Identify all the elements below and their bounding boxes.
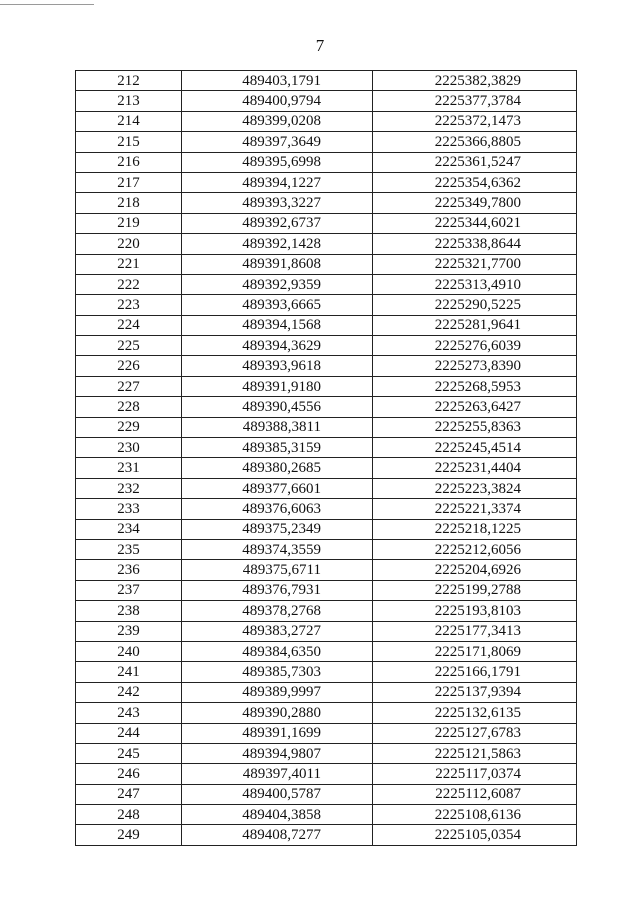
y-coordinate-cell: 2225321,7700 [373,254,577,274]
point-number-cell: 220 [76,234,182,254]
x-coordinate-cell: 489385,7303 [182,662,373,682]
y-coordinate-cell: 2225377,3784 [373,91,577,111]
y-coordinate-cell: 2225218,1225 [373,519,577,539]
table-row [76,662,577,682]
x-coordinate-cell: 489397,4011 [182,764,373,784]
point-number-cell: 223 [76,295,182,315]
x-coordinate-cell: 489391,9180 [182,376,373,396]
table-row [76,254,577,274]
y-coordinate-cell: 2225127,6783 [373,723,577,743]
point-number-cell: 219 [76,213,182,233]
y-coordinate-cell: 2225199,2788 [373,580,577,600]
x-coordinate-cell: 489377,6601 [182,478,373,498]
point-number-cell: 236 [76,560,182,580]
point-number-cell: 221 [76,254,182,274]
x-coordinate-cell: 489403,1791 [182,71,373,91]
point-number-cell: 231 [76,458,182,478]
table-row [76,234,577,254]
table-row [76,71,577,91]
y-coordinate-cell: 2225177,3413 [373,621,577,641]
table-row [76,784,577,804]
table-row [76,580,577,600]
y-coordinate-cell: 2225193,8103 [373,601,577,621]
y-coordinate-cell: 2225290,5225 [373,295,577,315]
point-number-cell: 233 [76,499,182,519]
point-number-cell: 215 [76,132,182,152]
y-coordinate-cell: 2225108,6136 [373,805,577,825]
table-row [76,458,577,478]
table-row [76,274,577,294]
table-row [76,539,577,559]
table-row [76,111,577,131]
y-coordinate-cell: 2225231,4404 [373,458,577,478]
table-row [76,641,577,661]
table-row [76,91,577,111]
y-coordinate-cell: 2225245,4514 [373,438,577,458]
x-coordinate-cell: 489393,6665 [182,295,373,315]
x-coordinate-cell: 489392,9359 [182,274,373,294]
point-number-cell: 222 [76,274,182,294]
x-coordinate-cell: 489393,3227 [182,193,373,213]
x-coordinate-cell: 489375,6711 [182,560,373,580]
x-coordinate-cell: 489399,0208 [182,111,373,131]
point-number-cell: 245 [76,743,182,763]
table-row [76,805,577,825]
x-coordinate-cell: 489390,2880 [182,703,373,723]
table-row [76,336,577,356]
table-row [76,499,577,519]
y-coordinate-cell: 2225223,3824 [373,478,577,498]
y-coordinate-cell: 2225273,8390 [373,356,577,376]
y-coordinate-cell: 2225117,0374 [373,764,577,784]
table-row [76,213,577,233]
point-number-cell: 229 [76,417,182,437]
x-coordinate-cell: 489392,6737 [182,213,373,233]
point-number-cell: 212 [76,71,182,91]
table-row [76,376,577,396]
table-row [76,682,577,702]
point-number-cell: 242 [76,682,182,702]
x-coordinate-cell: 489374,3559 [182,539,373,559]
table-row [76,172,577,192]
point-number-cell: 247 [76,784,182,804]
y-coordinate-cell: 2225263,6427 [373,397,577,417]
point-number-cell: 214 [76,111,182,131]
y-coordinate-cell: 2225105,0354 [373,825,577,845]
x-coordinate-cell: 489378,2768 [182,601,373,621]
x-coordinate-cell: 489376,7931 [182,580,373,600]
table-row [76,825,577,845]
x-coordinate-cell: 489376,6063 [182,499,373,519]
y-coordinate-cell: 2225313,4910 [373,274,577,294]
y-coordinate-cell: 2225132,6135 [373,703,577,723]
x-coordinate-cell: 489389,9997 [182,682,373,702]
point-number-cell: 217 [76,172,182,192]
y-coordinate-cell: 2225112,6087 [373,784,577,804]
y-coordinate-cell: 2225276,6039 [373,336,577,356]
point-number-cell: 248 [76,805,182,825]
x-coordinate-cell: 489408,7277 [182,825,373,845]
table-row [76,193,577,213]
point-number-cell: 232 [76,478,182,498]
point-number-cell: 240 [76,641,182,661]
y-coordinate-cell: 2225354,6362 [373,172,577,192]
x-coordinate-cell: 489394,3629 [182,336,373,356]
x-coordinate-cell: 489395,6998 [182,152,373,172]
y-coordinate-cell: 2225137,9394 [373,682,577,702]
x-coordinate-cell: 489391,8608 [182,254,373,274]
point-number-cell: 237 [76,580,182,600]
point-number-cell: 244 [76,723,182,743]
y-coordinate-cell: 2225338,8644 [373,234,577,254]
x-coordinate-cell: 489400,5787 [182,784,373,804]
page-number: 7 [315,36,325,55]
point-number-cell: 249 [76,825,182,845]
point-number-cell: 246 [76,764,182,784]
table-row [76,703,577,723]
point-number-cell: 225 [76,336,182,356]
y-coordinate-cell: 2225212,6056 [373,539,577,559]
point-number-cell: 227 [76,376,182,396]
x-coordinate-cell: 489380,2685 [182,458,373,478]
x-coordinate-cell: 489391,1699 [182,723,373,743]
x-coordinate-cell: 489375,2349 [182,519,373,539]
table-row [76,621,577,641]
table-row [76,601,577,621]
table-row [76,478,577,498]
point-number-cell: 224 [76,315,182,335]
x-coordinate-cell: 489394,1568 [182,315,373,335]
y-coordinate-cell: 2225372,1473 [373,111,577,131]
y-coordinate-cell: 2225221,3374 [373,499,577,519]
point-number-cell: 218 [76,193,182,213]
point-number-cell: 216 [76,152,182,172]
table-row [76,743,577,763]
point-number-cell: 235 [76,539,182,559]
x-coordinate-cell: 489404,3858 [182,805,373,825]
table-row [76,315,577,335]
point-number-cell: 213 [76,91,182,111]
point-number-cell: 228 [76,397,182,417]
coordinates-table [75,70,577,846]
table-row [76,417,577,437]
x-coordinate-cell: 489397,3649 [182,132,373,152]
y-coordinate-cell: 2225204,6926 [373,560,577,580]
x-coordinate-cell: 489392,1428 [182,234,373,254]
point-number-cell: 230 [76,438,182,458]
point-number-cell: 241 [76,662,182,682]
table-row [76,764,577,784]
y-coordinate-cell: 2225366,8805 [373,132,577,152]
y-coordinate-cell: 2225361,5247 [373,152,577,172]
table-row [76,295,577,315]
y-coordinate-cell: 2225349,7800 [373,193,577,213]
x-coordinate-cell: 489394,1227 [182,172,373,192]
x-coordinate-cell: 489383,2727 [182,621,373,641]
point-number-cell: 238 [76,601,182,621]
y-coordinate-cell: 2225268,5953 [373,376,577,396]
x-coordinate-cell: 489384,6350 [182,641,373,661]
y-coordinate-cell: 2225166,1791 [373,662,577,682]
point-number-cell: 226 [76,356,182,376]
point-number-cell: 239 [76,621,182,641]
y-coordinate-cell: 2225382,3829 [373,71,577,91]
x-coordinate-cell: 489385,3159 [182,438,373,458]
table-row [76,519,577,539]
y-coordinate-cell: 2225255,8363 [373,417,577,437]
x-coordinate-cell: 489400,9794 [182,91,373,111]
x-coordinate-cell: 489390,4556 [182,397,373,417]
x-coordinate-cell: 489388,3811 [182,417,373,437]
y-coordinate-cell: 2225121,5863 [373,743,577,763]
top-rule [0,4,94,5]
table-row [76,356,577,376]
coordinates-table-body [76,71,577,846]
y-coordinate-cell: 2225344,6021 [373,213,577,233]
table-row [76,560,577,580]
table-row [76,438,577,458]
x-coordinate-cell: 489393,9618 [182,356,373,376]
x-coordinate-cell: 489394,9807 [182,743,373,763]
point-number-cell: 243 [76,703,182,723]
point-number-cell: 234 [76,519,182,539]
y-coordinate-cell: 2225281,9641 [373,315,577,335]
table-row [76,132,577,152]
table-row [76,152,577,172]
table-row [76,397,577,417]
table-row [76,723,577,743]
y-coordinate-cell: 2225171,8069 [373,641,577,661]
